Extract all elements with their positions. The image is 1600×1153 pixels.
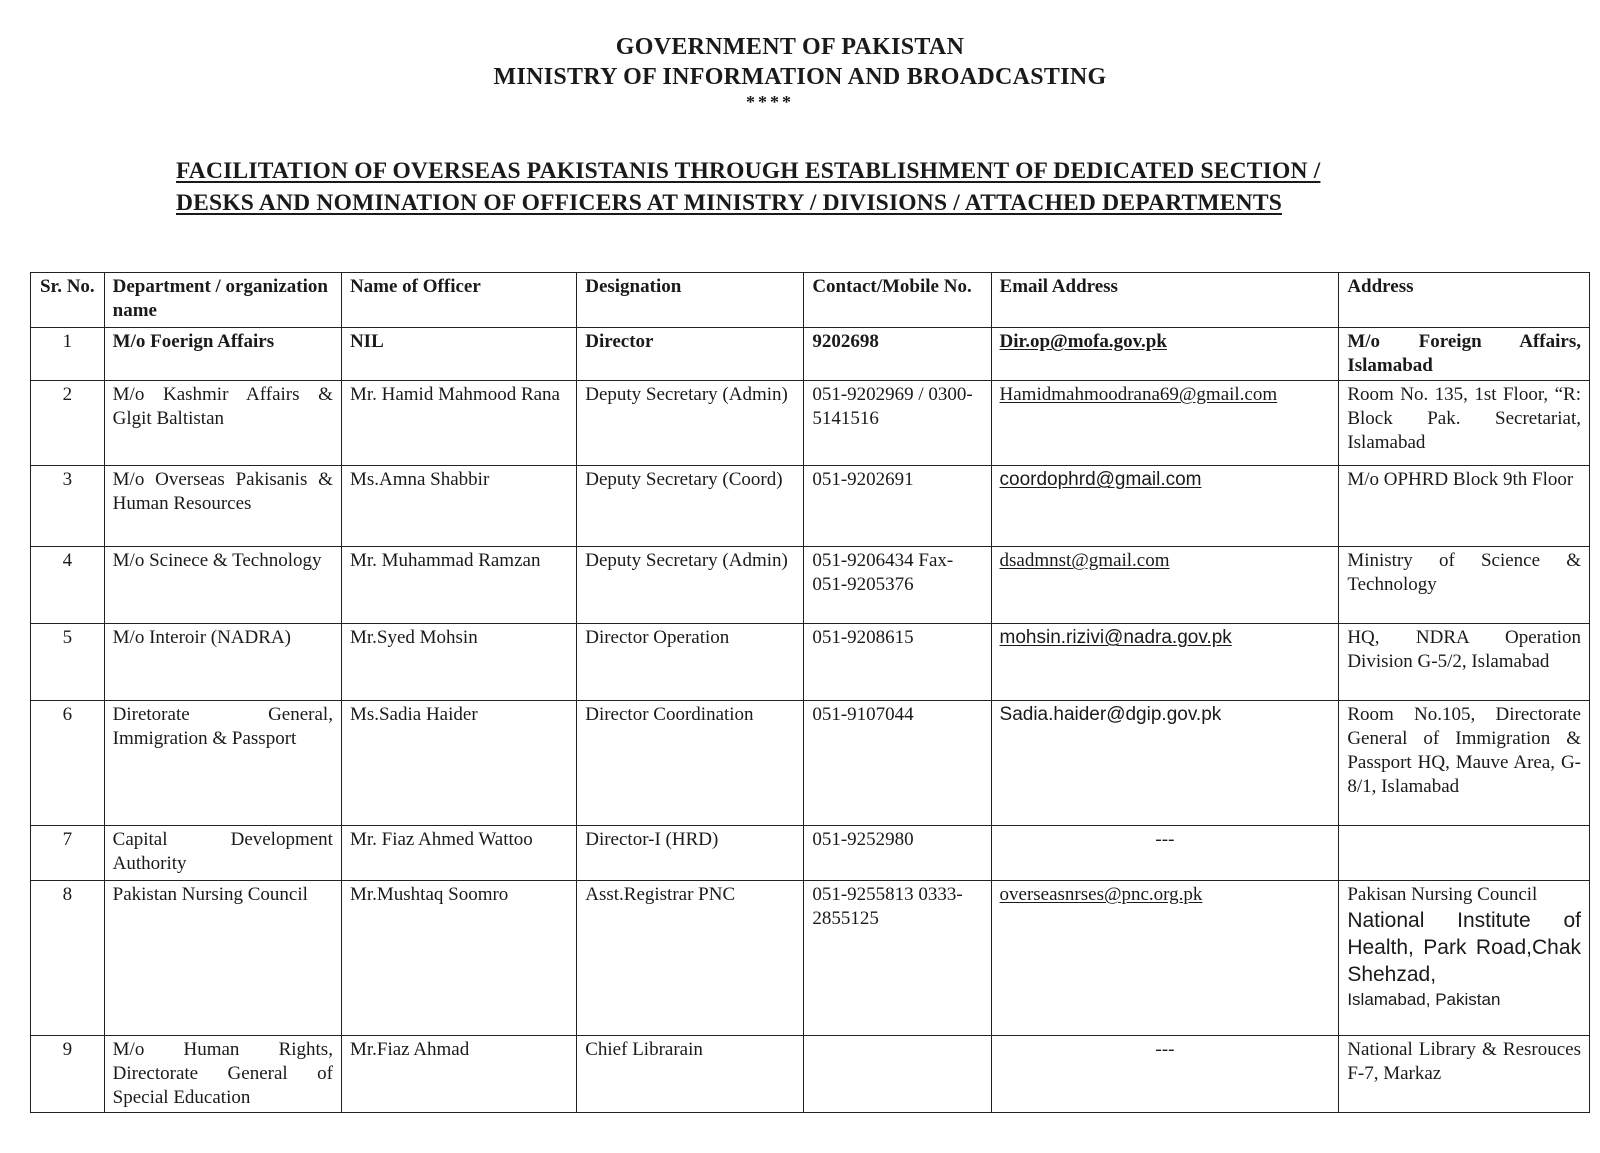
cell-contact: 051-9252980 bbox=[804, 826, 991, 881]
cell-designation: Director Coordination bbox=[577, 701, 804, 826]
cell-email: mohsin.rizivi@nadra.gov.pk bbox=[991, 624, 1339, 701]
cell-officer: Ms.Amna Shabbir bbox=[341, 466, 576, 547]
table-row bbox=[31, 547, 1590, 624]
cell-contact: 051-9206434 Fax-051-9205376 bbox=[804, 547, 991, 624]
cell-contact: 051-9255813 0333-2855125 bbox=[804, 881, 991, 1036]
cell-officer: Mr. Hamid Mahmood Rana bbox=[341, 381, 576, 466]
cell-officer: Ms.Sadia Haider bbox=[341, 701, 576, 826]
table-row bbox=[31, 466, 1590, 547]
cell-email: coordophrd@gmail.com bbox=[991, 466, 1339, 547]
subject-line-2: DESKS AND NOMINATION OF OFFICERS AT MINISTRY / DIVISIONS / ATTACHED DEPARTMENTS bbox=[176, 190, 1282, 216]
cell-department: M/o Overseas Pakisanis & Human Resources bbox=[104, 466, 341, 547]
cell-address: National Library & Resrouces F-7, Markaz bbox=[1339, 1036, 1590, 1113]
header-separator: **** bbox=[746, 92, 794, 112]
header-email: Email Address bbox=[991, 273, 1339, 328]
cell-department: M/o Kashmir Affairs & Glgit Baltistan bbox=[104, 381, 341, 466]
cell-sr: 7 bbox=[31, 826, 105, 881]
cell-contact: 9202698 bbox=[804, 328, 991, 381]
cell-sr: 1 bbox=[31, 328, 105, 381]
cell-department: M/o Interoir (NADRA) bbox=[104, 624, 341, 701]
table-header-row bbox=[31, 273, 1590, 328]
cell-email: --- bbox=[991, 1036, 1339, 1113]
cell-officer: Mr.Mushtaq Soomro bbox=[341, 881, 576, 1036]
cell-address bbox=[1339, 881, 1590, 1036]
address-line: National Institute of Health, Park Road,Chak Shehzad, bbox=[1347, 909, 1581, 986]
cell-contact: 051-9202969 / 0300-5141516 bbox=[804, 381, 991, 466]
cell-designation: Director bbox=[577, 328, 804, 381]
cell-sr: 5 bbox=[31, 624, 105, 701]
header-government: GOVERNMENT OF PAKISTAN bbox=[615, 34, 965, 60]
cell-designation: Deputy Secretary (Admin) bbox=[577, 381, 804, 466]
cell-designation: Director-I (HRD) bbox=[577, 826, 804, 881]
cell-address: M/o Foreign Affairs, Islamabad bbox=[1339, 328, 1590, 381]
address-line: Islamabad, Pakistan bbox=[1347, 990, 1501, 1009]
cell-email: --- bbox=[991, 826, 1339, 881]
cell-email: dsadmnst@gmail.com bbox=[991, 547, 1339, 624]
cell-officer: Mr.Syed Mohsin bbox=[341, 624, 576, 701]
cell-sr: 8 bbox=[31, 881, 105, 1036]
cell-officer: NIL bbox=[341, 328, 576, 381]
cell-address: HQ, NDRA Operation Division G-5/2, Islamabad bbox=[1339, 624, 1590, 701]
cell-sr: 2 bbox=[31, 381, 105, 466]
cell-department: Capital Development Authority bbox=[104, 826, 341, 881]
cell-address bbox=[1339, 826, 1590, 881]
cell-designation: Deputy Secretary (Coord) bbox=[577, 466, 804, 547]
cell-email: Hamidmahmoodrana69@gmail.com bbox=[991, 381, 1339, 466]
cell-contact: 051-9208615 bbox=[804, 624, 991, 701]
header-designation: Designation bbox=[577, 273, 804, 328]
table-row bbox=[31, 701, 1590, 826]
officers-table bbox=[30, 272, 1590, 1113]
cell-department: Diretorate General, Immigration & Passport bbox=[104, 701, 341, 826]
cell-sr: 4 bbox=[31, 547, 105, 624]
table-row bbox=[31, 881, 1590, 1036]
cell-contact: 051-9202691 bbox=[804, 466, 991, 547]
cell-sr: 6 bbox=[31, 701, 105, 826]
header-ministry: MINISTRY OF INFORMATION AND BROADCASTING bbox=[493, 64, 1107, 90]
table-row bbox=[31, 328, 1590, 381]
cell-email: Sadia.haider@dgip.gov.pk bbox=[991, 701, 1339, 826]
cell-officer: Mr. Muhammad Ramzan bbox=[341, 547, 576, 624]
header-address: Address bbox=[1339, 273, 1590, 328]
cell-contact bbox=[804, 1036, 991, 1113]
subject-line-1: FACILITATION OF OVERSEAS PAKISTANIS THROUGH ESTABLISHMENT OF DEDICATED SECTION / bbox=[176, 158, 1321, 184]
cell-department: M/o Human Rights, Directorate General of Special Education bbox=[104, 1036, 341, 1113]
cell-address: Room No. 135, 1st Floor, “R: Block Pak. Secretariat, Islamabad bbox=[1339, 381, 1590, 466]
cell-address: Ministry of Science & Technology bbox=[1339, 547, 1590, 624]
document-subject bbox=[176, 155, 1476, 219]
cell-address: M/o OPHRD Block 9th Floor bbox=[1339, 466, 1590, 547]
address-line: Pakisan Nursing Council bbox=[1347, 884, 1538, 905]
cell-sr: 9 bbox=[31, 1036, 105, 1113]
cell-officer: Mr. Fiaz Ahmed Wattoo bbox=[341, 826, 576, 881]
table-row bbox=[31, 624, 1590, 701]
cell-email: Dir.op@mofa.gov.pk bbox=[991, 328, 1339, 381]
header-department: Department / organization name bbox=[104, 273, 341, 328]
table-row bbox=[31, 1036, 1590, 1113]
table-row bbox=[31, 826, 1590, 881]
header-sr: Sr. No. bbox=[31, 273, 105, 328]
cell-contact: 051-9107044 bbox=[804, 701, 991, 826]
header-contact: Contact/Mobile No. bbox=[804, 273, 991, 328]
cell-officer: Mr.Fiaz Ahmad bbox=[341, 1036, 576, 1113]
cell-designation: Director Operation bbox=[577, 624, 804, 701]
cell-sr: 3 bbox=[31, 466, 105, 547]
cell-email: overseasnrses@pnc.org.pk bbox=[991, 881, 1339, 1036]
cell-department: M/o Scinece & Technology bbox=[104, 547, 341, 624]
cell-address: Room No.105, Directorate General of Immigration & Passport HQ, Mauve Area, G-8/1, Islamabad bbox=[1339, 701, 1590, 826]
cell-designation: Chief Librarain bbox=[577, 1036, 804, 1113]
header-officer: Name of Officer bbox=[341, 273, 576, 328]
cell-designation: Deputy Secretary (Admin) bbox=[577, 547, 804, 624]
cell-department: Pakistan Nursing Council bbox=[104, 881, 341, 1036]
table-row bbox=[31, 381, 1590, 466]
cell-designation: Asst.Registrar PNC bbox=[577, 881, 804, 1036]
cell-department: M/o Foerign Affairs bbox=[104, 328, 341, 381]
